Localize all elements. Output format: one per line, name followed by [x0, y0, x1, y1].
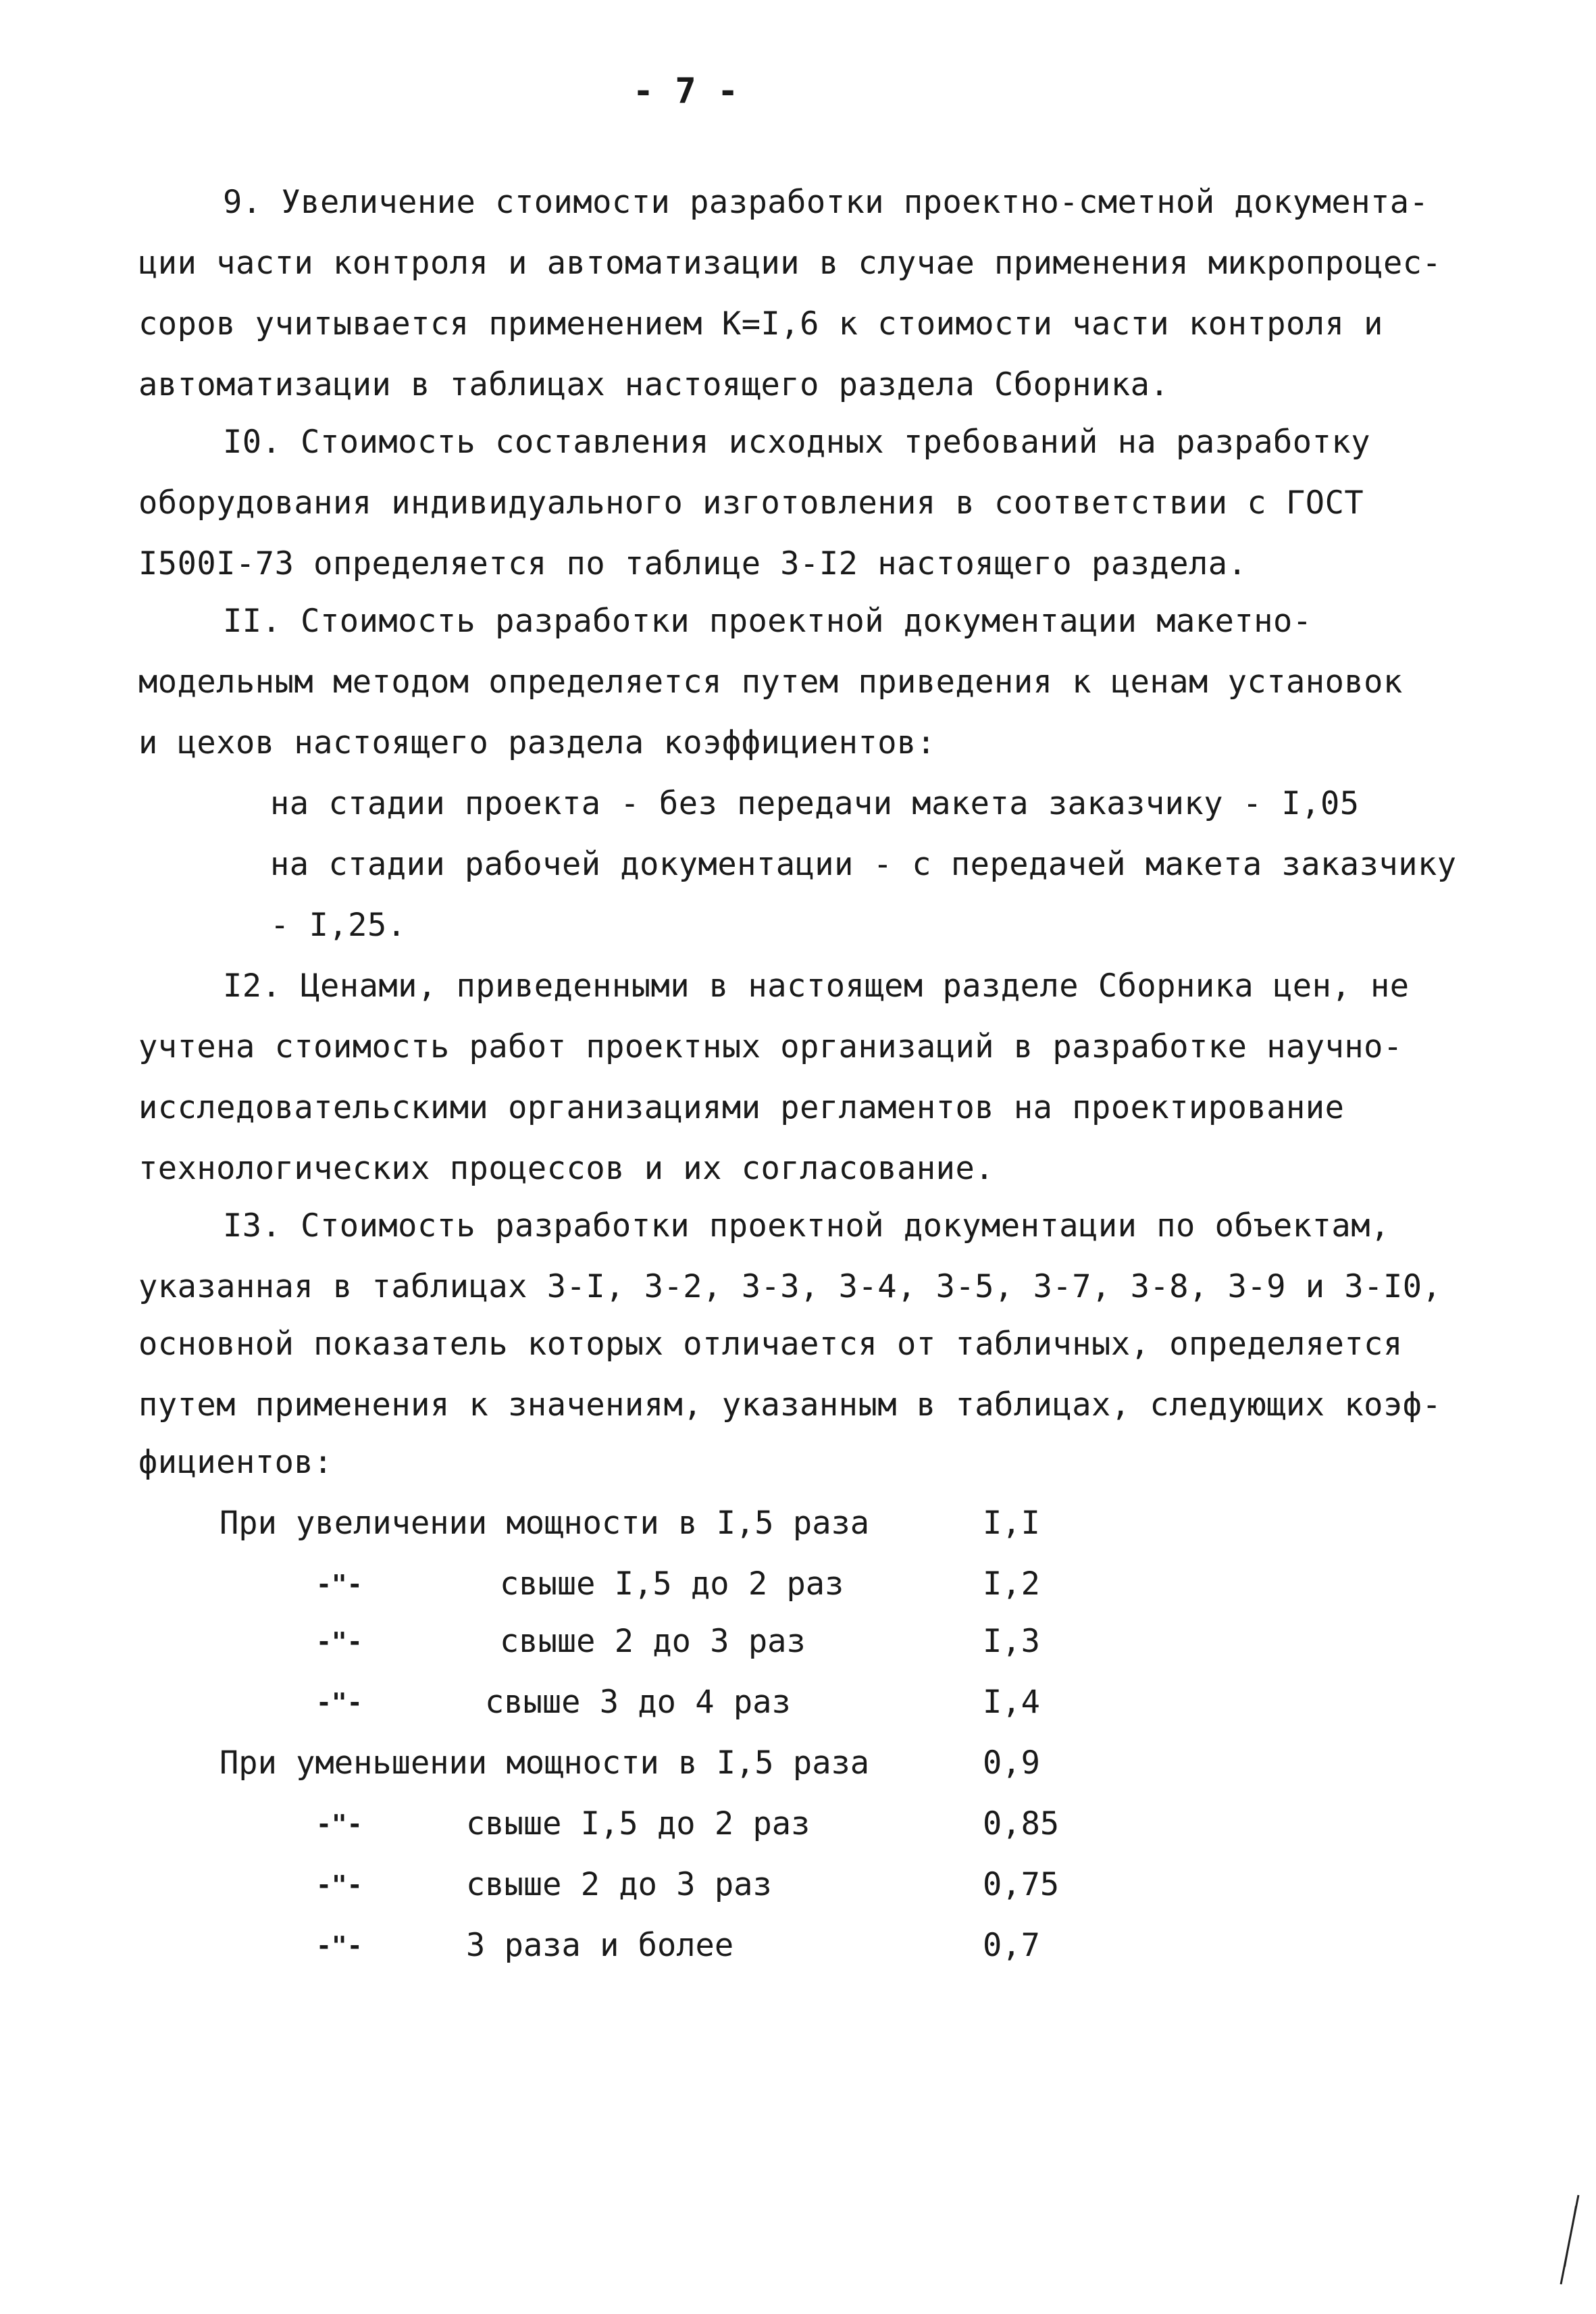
coef-value: I,2	[983, 1565, 1040, 1603]
text-line: ции части контроля и автоматизации в случае применения микропроцес-	[138, 245, 1442, 282]
coef-label: свыше 2 до 3 раз	[466, 1866, 772, 1903]
text-line: I500I-73 определяется по таблице 3-I2 настоящего раздела.	[138, 545, 1247, 582]
text-line: исследовательскими организациями регламентов на проектирование	[138, 1089, 1345, 1126]
coef-label: свыше 2 до 3 раз	[500, 1623, 806, 1660]
text-line: I3. Стоимость разработки проектной документации по объектам,	[223, 1207, 1390, 1244]
pen-stroke-mark	[1555, 2192, 1582, 2287]
list-item: на стадии рабочей документации - с передачей макета заказчику	[270, 846, 1457, 883]
text-line: I0. Стоимость составления исходных требований на разработку	[223, 424, 1370, 461]
text-line: учтена стоимость работ проектных организаций в разработке научно-	[138, 1028, 1403, 1065]
text-line: 9. Увеличение стоимости разработки проектно-сметной документа-	[223, 184, 1429, 221]
list-item: на стадии проекта - без передачи макета заказчику - I,05	[270, 785, 1360, 822]
coef-label: 3 раза и более	[466, 1927, 734, 1964]
page-number: - 7 -	[632, 71, 739, 111]
text-line: I2. Ценами, приведенными в настоящем разделе Сборника цен, не	[223, 967, 1410, 1005]
coef-label: При уменьшении мощности в I,5 раза	[220, 1744, 870, 1782]
text-line: указанная в таблицах 3-I, 3-2, 3-3, 3-4, 3-5, 3-7, 3-8, 3-9 и 3-I0,	[138, 1268, 1442, 1305]
coef-value: I,4	[983, 1684, 1040, 1721]
ditto-mark: -"-	[316, 1870, 363, 1900]
ditto-mark: -"-	[316, 1569, 363, 1599]
text-line: технологических процессов и их согласование.	[138, 1150, 995, 1187]
coef-label: свыше I,5 до 2 раз	[466, 1805, 810, 1842]
text-line: модельным методом определяется путем приведения к ценам установок	[138, 663, 1403, 701]
text-line: основной показатель которых отличается от табличных, определяется	[138, 1326, 1403, 1363]
list-item: - I,25.	[270, 907, 407, 944]
text-line: автоматизации в таблицах настоящего раздела Сборника.	[138, 366, 1170, 403]
ditto-mark: -"-	[316, 1627, 363, 1657]
ditto-mark: -"-	[316, 1688, 363, 1717]
coef-label: свыше 3 до 4 раз	[485, 1684, 791, 1721]
text-line: фициентов:	[138, 1444, 333, 1481]
ditto-mark: -"-	[316, 1809, 363, 1839]
coef-value: I,3	[983, 1623, 1040, 1660]
coef-value: 0,7	[983, 1927, 1040, 1964]
text-line: путем применения к значениям, указанным в таблицах, следующих коэф-	[138, 1386, 1442, 1424]
coef-label: свыше I,5 до 2 раз	[500, 1565, 844, 1603]
coef-value: 0,75	[983, 1866, 1060, 1903]
coef-value: 0,9	[983, 1744, 1040, 1782]
text-line: соров учитывается применением К=I,6 к стоимости части контроля и	[138, 305, 1383, 343]
text-line: оборудования индивидуального изготовления в соответствии с ГОСТ	[138, 484, 1364, 522]
ditto-mark: -"-	[316, 1931, 363, 1961]
coef-value: I,I	[983, 1505, 1040, 1542]
coef-label: При увеличении мощности в I,5 раза	[220, 1505, 870, 1542]
text-line: II. Стоимость разработки проектной документации макетно-	[223, 603, 1312, 640]
text-line: и цехов настоящего раздела коэффициентов:	[138, 724, 936, 761]
coef-value: 0,85	[983, 1805, 1060, 1842]
